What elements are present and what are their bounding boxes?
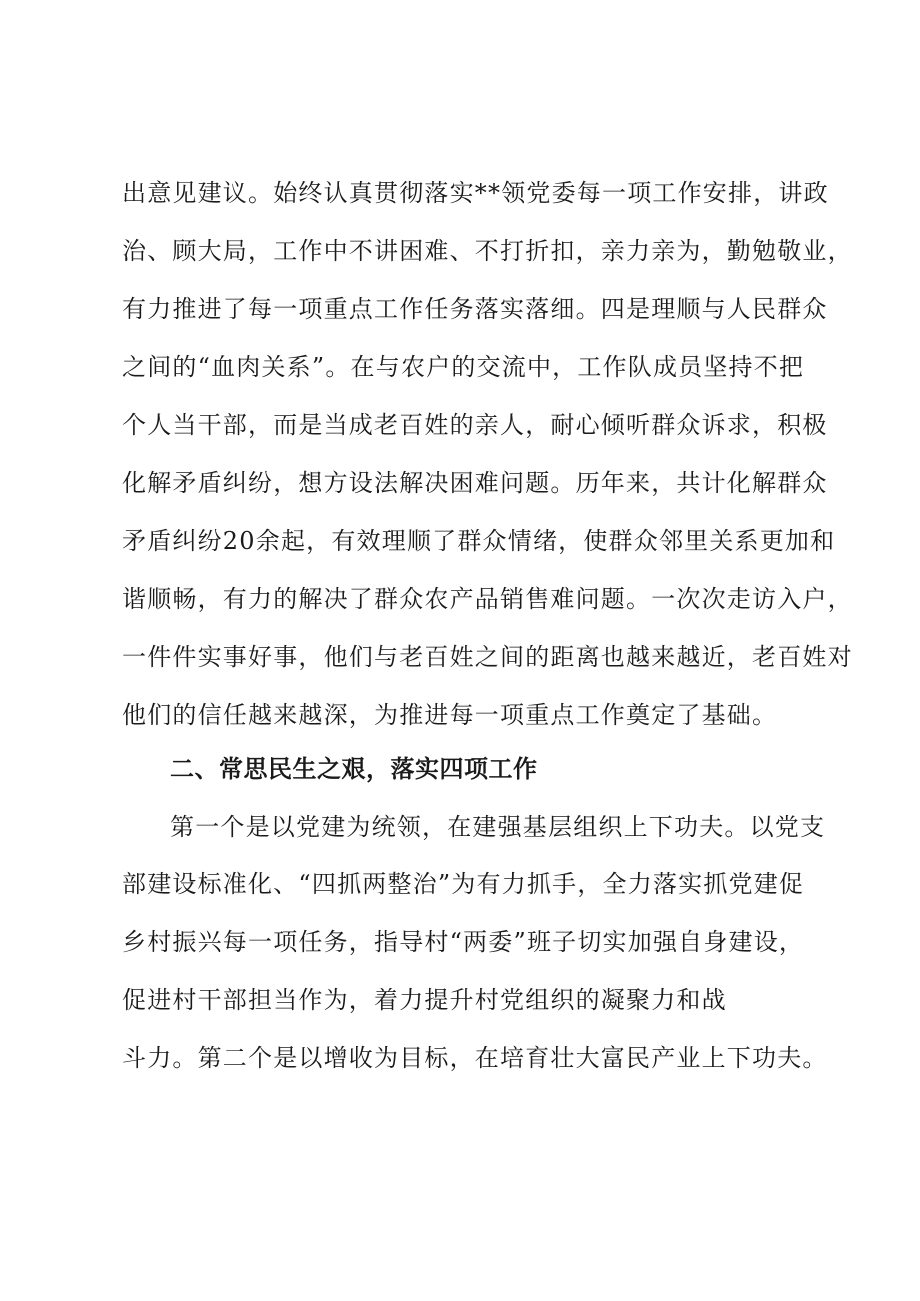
paragraph1-line-2: 治、顾大局，工作中不讲困难、不打折扣，亲力亲为，勤勉敬业，: [122, 237, 853, 265]
paragraph3-line-1: 斗力。第二个是以增收为目标，在培育壮大富民产业上下功夫。: [122, 1044, 828, 1072]
paragraph1-line-7: 矛盾纠纷20余起，有效理顺了群众情绪，使群众邻里关系更加和: [122, 527, 836, 555]
paragraph2-line-1: 第一个是以党建为统领，在建强基层组织上下功夫。以党支: [170, 813, 826, 841]
paragraph2-line-2: 部建设标准化、“四抓两整治”为有力抓手，全力落实抓党建促: [122, 870, 805, 898]
paragraph1-line-8: 谐顺畅，有力的解决了群众农产品销售难问题。一次次走访入户，: [122, 585, 853, 613]
paragraph2-line-3: 乡村振兴每一项任务，指导村“两委”班子切实加强自身建设，: [122, 928, 805, 956]
paragraph1-line-4: 之间的“血肉关系”。在与农户的交流中，工作队成员坚持不把: [122, 353, 805, 381]
paragraph1-line-1: 出意见建议。始终认真贯彻落实**领党委每一项工作安排，讲政: [122, 179, 829, 207]
paragraph1-line-9: 一件件实事好事，他们与老百姓之间的距离也越来越近，老百姓对: [122, 643, 853, 671]
section-heading: 二、常思民生之艰，落实四项工作: [170, 755, 538, 783]
paragraph2-line-4: 促进村干部担当作为，着力提升村党组织的凝聚力和战: [122, 986, 727, 1014]
paragraph1-line-10: 他们的信任越来越深，为推进每一项重点工作奠定了基础。: [122, 701, 778, 729]
paragraph1-line-5: 个人当干部，而是当成老百姓的亲人，耐心倾听群众诉求，积极: [122, 411, 828, 439]
paragraph1-line-6: 化解矛盾纠纷，想方设法解决困难问题。历年来，共计化解群众: [122, 469, 828, 497]
paragraph1-line-3: 有力推进了每一项重点工作任务落实落细。四是理顺与人民群众: [122, 295, 828, 323]
